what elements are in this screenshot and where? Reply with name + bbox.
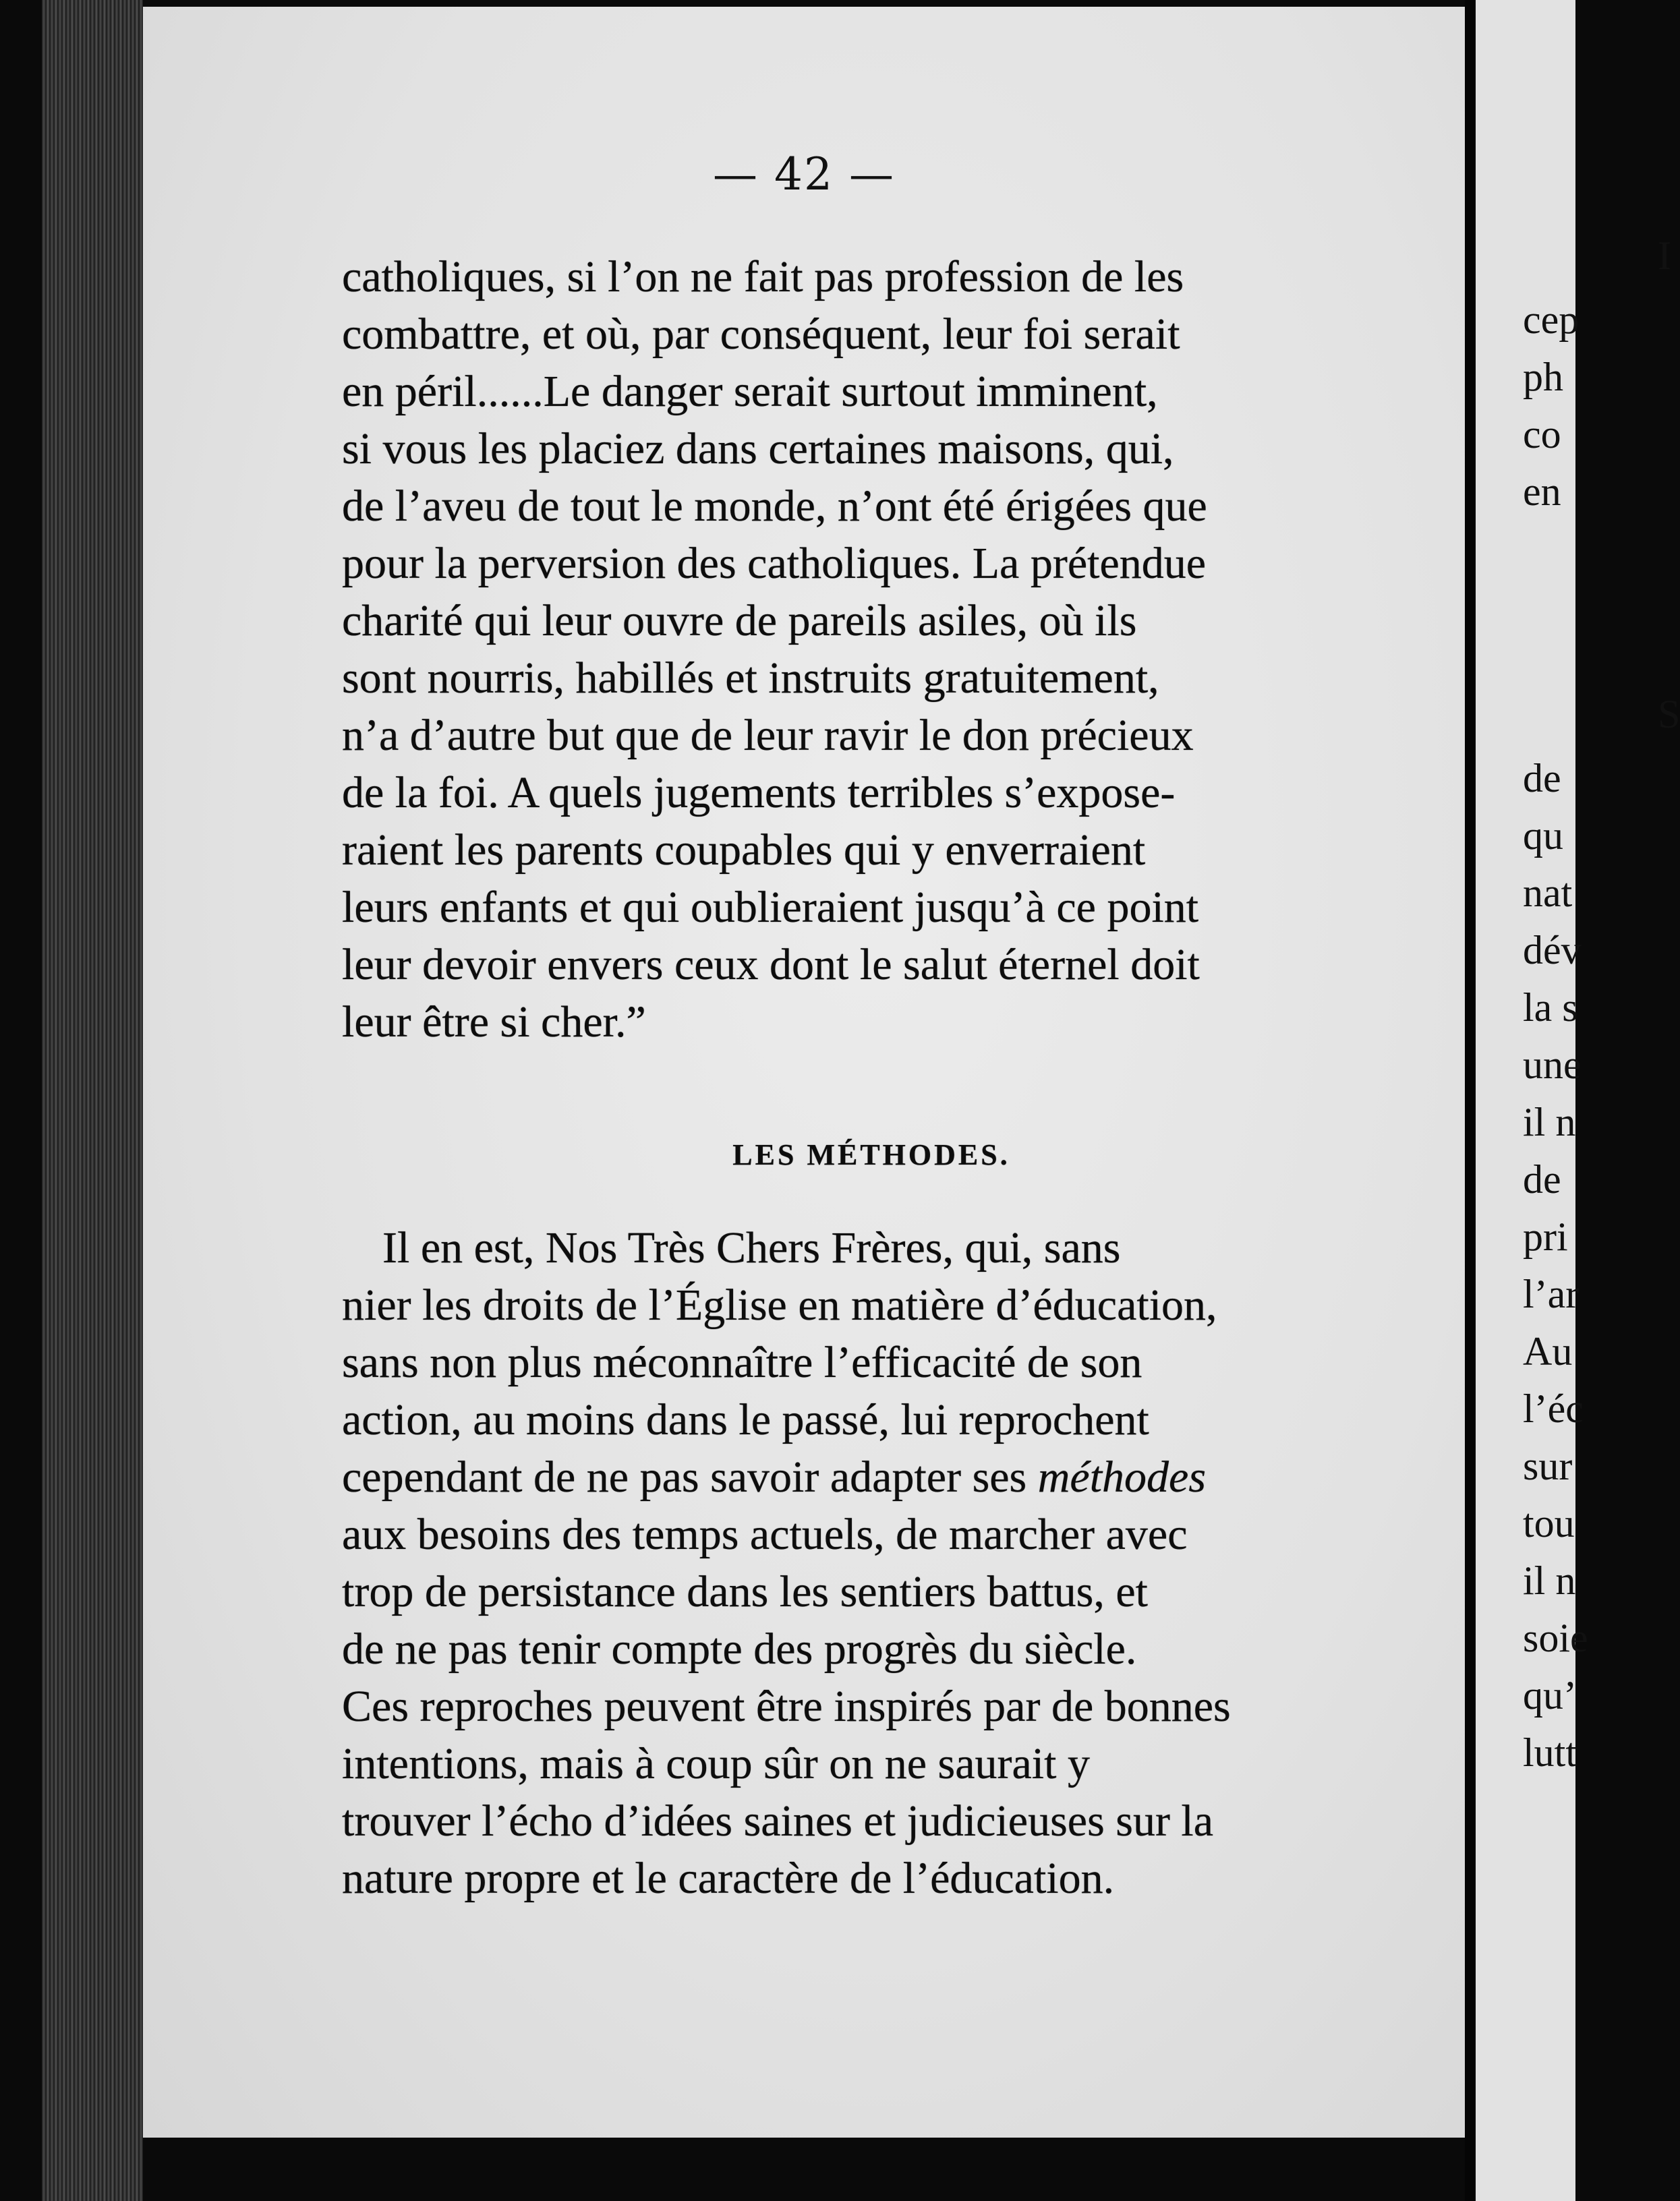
- text-line: leur devoir envers ceux dont le salut éternel doit: [342, 940, 1200, 989]
- fragment: la s: [1523, 985, 1578, 1030]
- fragment: tou: [1523, 1501, 1575, 1546]
- fragment: de: [1523, 756, 1561, 800]
- text-line: raient les parents coupables qui y enverraient: [342, 825, 1146, 875]
- fragment: ph: [1523, 355, 1563, 399]
- fragment: soie: [1523, 1616, 1588, 1660]
- text-line: leur être si cher.”: [342, 997, 646, 1047]
- page-edges: [42, 0, 143, 2201]
- fragment: sur: [1523, 1444, 1573, 1488]
- text-line: combattre, et où, par conséquent, leur foi serait: [342, 310, 1180, 359]
- fragment: qu’: [1523, 1673, 1577, 1718]
- text-line: si vous les placiez dans certaines maisons, qui,: [342, 424, 1174, 473]
- text-segment: cependant de ne pas savoir adapter ses: [342, 1452, 1027, 1502]
- fragment: il n: [1523, 1100, 1576, 1144]
- book-gutter: [1465, 0, 1476, 2201]
- text-line: catholiques, si l’on ne fait pas profession de les: [342, 252, 1184, 301]
- text-line: nier les droits de l’Église en matière d’éducation,: [342, 1281, 1217, 1330]
- fragment: cep: [1523, 297, 1580, 342]
- fragment: Au: [1523, 1329, 1573, 1374]
- fragment: nat: [1523, 871, 1573, 915]
- text-line: n’a d’autre but que de leur ravir le don précieux: [342, 711, 1194, 760]
- text-line: Il en est, Nos Très Chers Frères, qui, sans: [382, 1223, 1121, 1272]
- text-line: trouver l’écho d’idées saines et judicieuses sur la: [342, 1796, 1214, 1846]
- fragment: il n: [1523, 1558, 1576, 1603]
- fragment: co: [1523, 412, 1561, 457]
- text-line: trop de persistance dans les sentiers battus, et: [342, 1567, 1148, 1616]
- fragment: pri: [1523, 1214, 1568, 1259]
- text-line: leurs enfants et qui oublieraient jusqu’à ce point: [342, 883, 1199, 932]
- body-text: [342, 248, 1529, 1907]
- book-page: [143, 7, 1465, 2138]
- text-line: action, au moins dans le passé, lui reprochent: [342, 1395, 1149, 1444]
- section-heading: LES MÉTHODES.: [732, 1138, 1010, 1171]
- fragment: dév: [1523, 928, 1582, 972]
- fragment: l’ar: [1523, 1272, 1580, 1316]
- fragment: lutt: [1523, 1730, 1577, 1775]
- adjacent-page-fragment: [1476, 0, 1680, 2201]
- text-line: de la foi. A quels jugements terribles s’expose-: [342, 768, 1176, 817]
- fragment: qu: [1523, 813, 1563, 858]
- text-line-with-emphasis: [342, 1448, 1529, 1506]
- fragment: une: [1523, 1043, 1582, 1087]
- text-line: aux besoins des temps actuels, de marcher avec: [342, 1510, 1188, 1559]
- text-line: sont nourris, habillés et instruits gratuitement,: [342, 653, 1159, 703]
- text-line: Ces reproches peuvent être inspirés par de bonnes: [342, 1682, 1231, 1731]
- text-line: intentions, mais à coup sûr on ne saurait y: [342, 1739, 1090, 1788]
- text-line: sans non plus méconnaître l’efficacité de son: [342, 1338, 1142, 1387]
- fragment: de: [1523, 1157, 1561, 1202]
- fragment: en: [1523, 469, 1561, 514]
- text-line: de ne pas tenir compte des progrès du siècle.: [342, 1624, 1137, 1674]
- page-number: — 42 —: [713, 148, 895, 200]
- text-line: en péril......Le danger serait surtout imminent,: [342, 367, 1158, 416]
- text-line: charité qui leur ouvre de pareils asiles, où ils: [342, 596, 1137, 645]
- fragment: I: [1658, 233, 1671, 278]
- text-line: pour la perversion des catholiques. La prétendue: [342, 539, 1207, 588]
- fragment: l’éc: [1523, 1386, 1584, 1431]
- text-line: nature propre et le caractère de l’éducation.: [342, 1854, 1115, 1903]
- fragment: S: [1658, 692, 1680, 736]
- text-line: de l’aveu de tout le monde, n’ont été érigées que: [342, 481, 1207, 531]
- emphasized-word: méthodes: [1037, 1452, 1207, 1502]
- spacer: [342, 1051, 1529, 1125]
